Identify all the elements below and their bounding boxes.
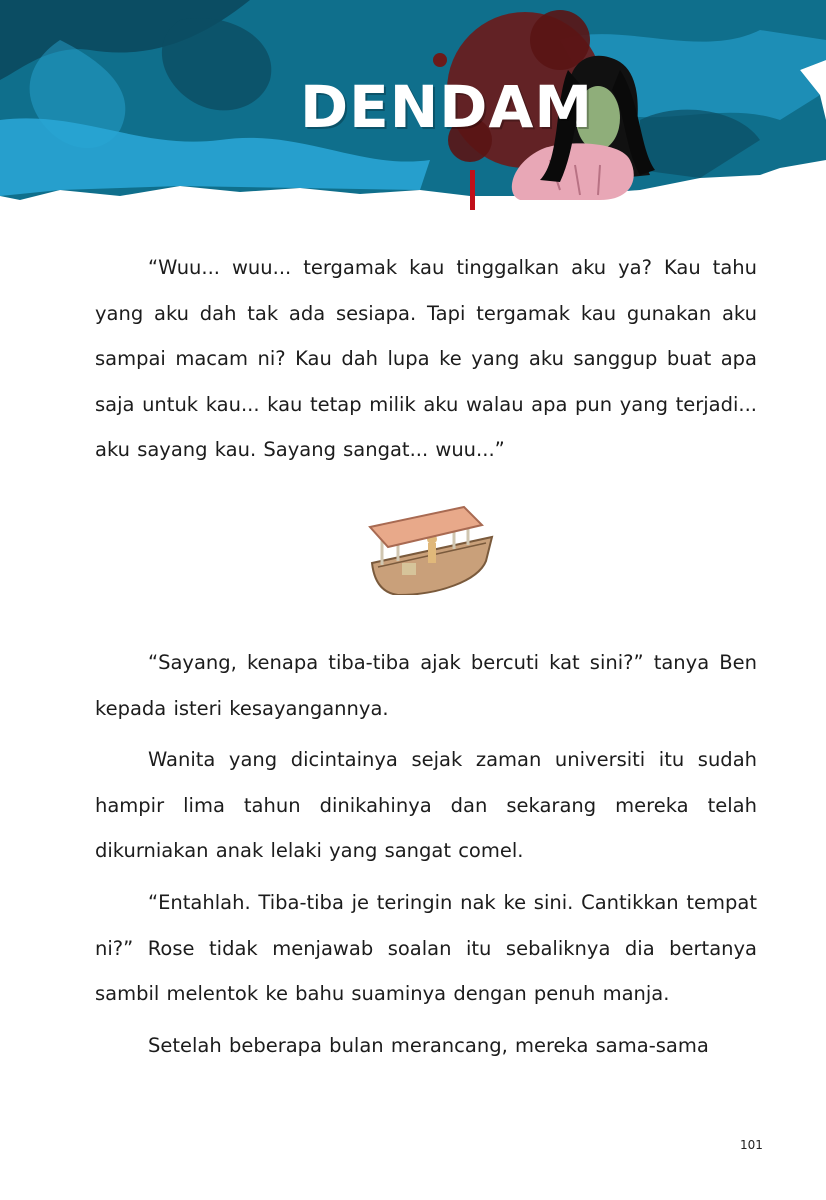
boat-icon (368, 503, 496, 595)
page-number: 101 (740, 1138, 763, 1152)
paragraph-4: “Entahlah. Tiba-tiba je teringin nak ke sini. Cantikkan tempat ni?” Rose tidak menjawab soalan itu sebaliknya dia bertanya sambil melentok ke bahu suaminya dengan penuh manja. (95, 891, 757, 1005)
paragraph-5: Setelah beberapa bulan merancang, mereka sama-sama (148, 1034, 709, 1057)
paragraph-3: Wanita yang dicintainya sejak zaman universiti itu sudah hampir lima tahun dinikahinya dan sekarang mereka telah dikurniakan anak lelaki yang sangat comel. (95, 748, 757, 862)
chapter-title: DENDAM (300, 73, 594, 141)
paragraph-2: “Sayang, kenapa tiba-tiba ajak bercuti kat sini?” tanya Ben kepada isteri kesayangannya. (95, 651, 757, 720)
chapter-header (0, 0, 826, 215)
paragraph-1: “Wuu... wuu... tergamak kau tinggalkan aku ya? Kau tahu yang aku dah tak ada sesiapa. Tapi tergamak kau gunakan aku sampai macam ni? Kau dah lupa ke yang aku sanggup buat apa saja untuk kau... kau tetap milik aku walau apa pun yang terjadi... aku sayang kau. Sayang sangat... wuu...” (95, 256, 757, 461)
